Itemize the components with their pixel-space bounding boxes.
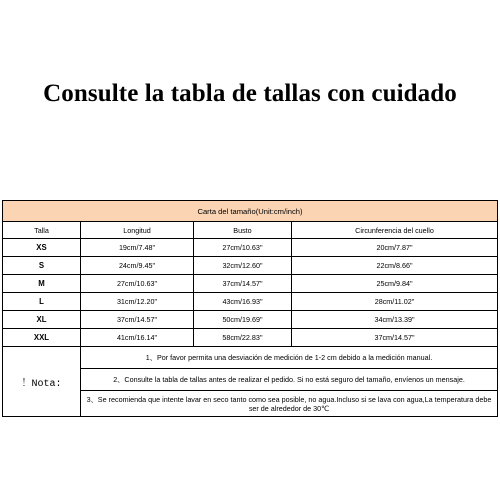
cell-longitud: 19cm/7.48" bbox=[81, 239, 194, 257]
cell-talla: XL bbox=[3, 311, 81, 329]
cell-longitud: 31cm/12.20" bbox=[81, 293, 194, 311]
cell-busto: 37cm/14.57" bbox=[194, 275, 292, 293]
cell-cuello: 22cm/8.66" bbox=[292, 257, 498, 275]
cell-talla: S bbox=[3, 257, 81, 275]
note-row bbox=[3, 347, 498, 369]
cell-longitud: 24cm/9.45" bbox=[81, 257, 194, 275]
cell-cuello: 25cm/9.84" bbox=[292, 275, 498, 293]
table-title: Carta del tamaño(Unit:cm/inch) bbox=[3, 201, 498, 222]
header-talla: Talla bbox=[3, 222, 81, 239]
cell-busto: 43cm/16.93" bbox=[194, 293, 292, 311]
cell-cuello: 34cm/13.39" bbox=[292, 311, 498, 329]
table-row bbox=[3, 257, 498, 275]
cell-longitud: 27cm/10.63" bbox=[81, 275, 194, 293]
table-row bbox=[3, 311, 498, 329]
table-title-row bbox=[3, 201, 498, 222]
cell-busto: 32cm/12.60" bbox=[194, 257, 292, 275]
note-item: 2、Consulte la tabla de tallas antes de realizar el pedido. Si no está seguro del tamaño, envíenos un mensaje. bbox=[81, 369, 498, 391]
cell-busto: 50cm/19.69" bbox=[194, 311, 292, 329]
cell-talla: XXL bbox=[3, 329, 81, 347]
note-item: 3、Se recomienda que intente lavar en seco tanto como sea posible, no agua.Incluso si se lava con agua,La temperatura debe ser de alrededor de 30℃ bbox=[81, 391, 498, 417]
cell-talla: L bbox=[3, 293, 81, 311]
cell-busto: 58cm/22.83'' bbox=[194, 329, 292, 347]
cell-longitud: 37cm/14.57" bbox=[81, 311, 194, 329]
table-row bbox=[3, 293, 498, 311]
table-header-row bbox=[3, 222, 498, 239]
header-busto: Busto bbox=[194, 222, 292, 239]
cell-talla: XS bbox=[3, 239, 81, 257]
cell-longitud: 41cm/16.14" bbox=[81, 329, 194, 347]
cell-cuello: 37cm/14.57" bbox=[292, 329, 498, 347]
table-row bbox=[3, 239, 498, 257]
size-chart-table bbox=[2, 200, 498, 417]
note-item: 1、Por favor permita una desviación de medición de 1-2 cm debido a la medición manual. bbox=[81, 347, 498, 369]
table-row bbox=[3, 275, 498, 293]
note-label: ！Nota: bbox=[3, 347, 81, 417]
cell-busto: 27cm/10.63'' bbox=[194, 239, 292, 257]
cell-talla: M bbox=[3, 275, 81, 293]
page-heading: Consulte la tabla de tallas con cuidado bbox=[43, 80, 457, 107]
cell-cuello: 28cm/11.02" bbox=[292, 293, 498, 311]
header-longitud: Longitud bbox=[81, 222, 194, 239]
header-cuello: Circunferencia del cuello bbox=[292, 222, 498, 239]
table-row bbox=[3, 329, 498, 347]
cell-cuello: 20cm/7.87" bbox=[292, 239, 498, 257]
